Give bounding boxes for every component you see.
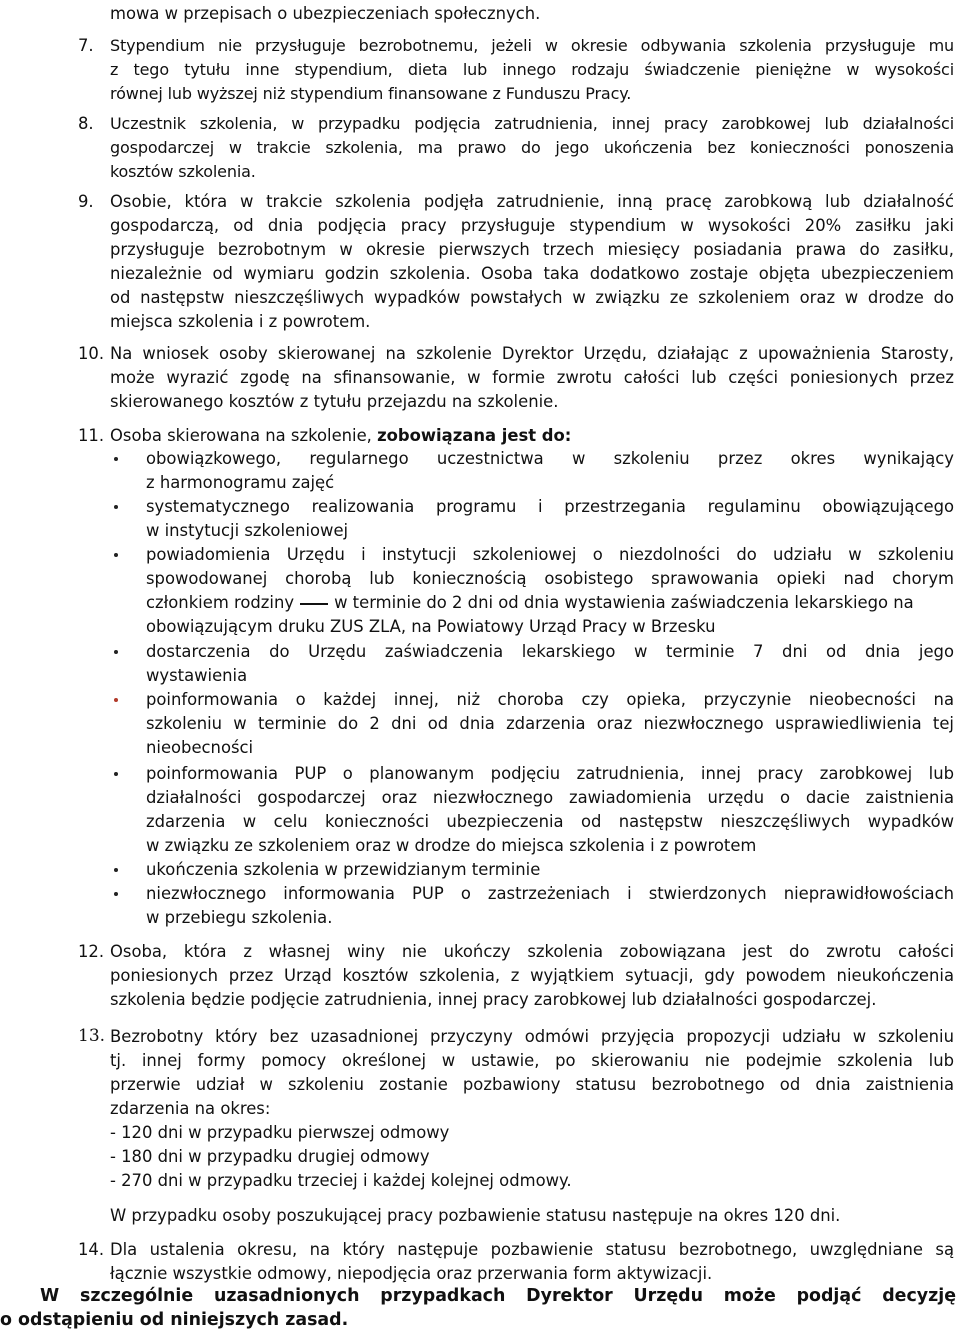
item-11-bullet-4-line-2: wystawienia bbox=[146, 666, 248, 685]
item-12-line-1: Osoba, która z własnej winy nie ukończy szkolenia zobowiązana jest do zwrotu całości bbox=[110, 942, 954, 961]
bullet-dot bbox=[114, 772, 118, 776]
item-11-bullet-7-line-1: ukończenia szkolenia w przewidzianym terminie bbox=[146, 860, 541, 879]
item-11-bullet-8-line-2: w przebiegu szkolenia. bbox=[146, 908, 333, 927]
em-dash-line bbox=[300, 603, 328, 605]
item-13-line-3: przerwie udział w szkoleniu zostanie pozbawiony statusu bezrobotnego od dnia zaistnienia bbox=[110, 1075, 954, 1094]
item-number-11: 11. bbox=[78, 426, 105, 445]
item-12-line-2: poniesionych przez Urząd kosztów szkolenia, z wyjątkiem sytuacji, gdy powodem nieukończenia bbox=[110, 966, 954, 985]
item-9-line-4: niezależnie od wymiaru godzin szkolenia. Osoba taka dodatkowo zostaje objęta ubezpieczeniem bbox=[110, 264, 954, 283]
item-number-8: 8. bbox=[78, 114, 94, 133]
item-11-bullet-3-line-3 bbox=[146, 591, 954, 614]
item-11-bullet-3-line-3b: w terminie do 2 dni od dnia wystawienia zaświadczenia lekarskiego na bbox=[334, 593, 914, 612]
item-11-bullet-6-line-2: działalności gospodarczej oraz niezwłocznego zawiadomienia urzędu o dacie zaistnienia bbox=[146, 788, 954, 807]
item-8-line-2: gospodarczej w trakcie szkolenia, ma prawo do jego ukończenia bez konieczności ponoszenia bbox=[110, 138, 954, 157]
item-7-line-1: Stypendium nie przysługuje bezrobotnemu, jeżeli w okresie odbywania szkolenia przysługuje mu bbox=[110, 36, 954, 55]
item-9-line-2: gospodarczą, od dnia podjęcia pracy przysługuje stypendium w wysokości 20% zasiłku jaki bbox=[110, 216, 954, 235]
bullet-dot bbox=[114, 698, 118, 702]
item-13-note: W przypadku osoby poszukującej pracy pozbawienie statusu następuje na okres 120 dni. bbox=[110, 1206, 841, 1225]
item-number-10: 10. bbox=[78, 344, 105, 363]
item-11-bullet-6-line-4: w związku ze szkoleniem oraz w drodze do miejsca szkolenia i z powrotem bbox=[146, 836, 757, 855]
bullet-dot bbox=[114, 892, 118, 896]
item-number-13: 13. bbox=[78, 1026, 106, 1046]
item-10-line-1: Na wniosek osoby skierowanej na szkolenie Dyrektor Urzędu, działając z upoważnienia Starosty, bbox=[110, 344, 954, 363]
item-9-line-3: przysługuje bezrobotnym w okresie pierwszych trzech miesięcy posiadania prawa do zasiłku, bbox=[110, 240, 954, 259]
item-11-lead-text: Osoba skierowana na szkolenie, bbox=[110, 426, 378, 445]
item-11-bullet-1-line-1: obowiązkowego, regularnego uczestnictwa w szkoleniu przez okres wynikający bbox=[146, 449, 954, 468]
item-11-bullet-2-line-1: systematycznego realizowania programu i przestrzegania regulaminu obowiązującego bbox=[146, 497, 954, 516]
bullet-dot bbox=[114, 457, 118, 461]
item-13-line-1: Bezrobotny który bez uzasadnionej przyczyny odmówi przyjęcia propozycji udziału w szkoleniu bbox=[110, 1027, 954, 1046]
item-13-line-7: - 270 dni w przypadku trzeciej i każdej kolejnej odmowy. bbox=[110, 1171, 572, 1190]
closing-line-2: o odstąpieniu od niniejszych zasad. bbox=[0, 1310, 349, 1330]
item-11-bullet-5-line-1: poinformowania o każdej innej, niż choroba czy opieka, przyczynie nieobecności na bbox=[146, 690, 954, 709]
item-11-bullet-3-line-2: spowodowanej chorobą lub koniecznością osobistego sprawowania opieki nad chorym bbox=[146, 569, 954, 588]
bullet-dot bbox=[114, 868, 118, 872]
intro-tail-line: mowa w przepisach o ubezpieczeniach społecznych. bbox=[110, 4, 541, 23]
item-9-line-1: Osobie, która w trakcie szkolenia podjęła zatrudnienie, inną pracę zarobkową lub działalność bbox=[110, 192, 954, 211]
item-11-lead-bold: zobowiązana jest do: bbox=[377, 426, 572, 445]
closing-line-1: W szczególnie uzasadnionych przypadkach Dyrektor Urzędu może podjąć decyzję bbox=[40, 1286, 956, 1306]
item-11-bullet-5-line-3: nieobecności bbox=[146, 738, 254, 757]
item-13-line-2: tj. innej formy pomocy określonej w ustawie, po skierowaniu nie podejmie szkolenia lub bbox=[110, 1051, 954, 1070]
item-11-bullet-3-line-4: obowiązującym druku ZUS ZLA, na Powiatowy Urząd Pracy w Brzesku bbox=[146, 617, 716, 636]
item-12-line-3: szkolenia będzie podjęcie zatrudnienia, innej pracy zarobkowej lub działalności gospodarczej. bbox=[110, 990, 877, 1009]
item-8-line-3: kosztów szkolenia. bbox=[110, 162, 256, 181]
item-9-line-5: od następstw nieszczęśliwych wypadków powstałych w związku ze szkoleniem oraz w drodze do bbox=[110, 288, 954, 307]
item-11-bullet-6-line-1: poinformowania PUP o planowanym podjęciu zatrudnienia, innej pracy zarobkowej lub bbox=[146, 764, 954, 783]
item-number-12: 12. bbox=[78, 942, 105, 961]
item-10-line-2: może wyrazić zgodę na sfinansowanie, w formie zwrotu całości lub części poniesionych przez bbox=[110, 368, 954, 387]
item-14-line-1: Dla ustalenia okresu, na który następuje pozbawienie statusu bezrobotnego, uwzględniane są bbox=[110, 1240, 954, 1259]
item-number-9: 9. bbox=[78, 192, 94, 211]
item-8-line-1: Uczestnik szkolenia, w przypadku podjęcia zatrudnienia, innej pracy zarobkowej lub działalności bbox=[110, 114, 954, 133]
item-14-line-2: łącznie wszystkie odmowy, niepodjęcia oraz przerwania form aktywizacji. bbox=[110, 1264, 713, 1283]
item-11-bullet-4-line-1: dostarczenia do Urzędu zaświadczenia lekarskiego w terminie 7 dni od dnia jego bbox=[146, 642, 954, 661]
item-11-bullet-8-line-1: niezwłocznego informowania PUP o zastrzeżeniach i stwierdzonych nieprawidłowościach bbox=[146, 884, 954, 903]
item-11-bullet-6-line-3: zdarzenia w celu konieczności ubezpieczenia od następstw nieszczęśliwych wypadków bbox=[146, 812, 954, 831]
item-13-line-6: - 180 dni w przypadku drugiej odmowy bbox=[110, 1147, 430, 1166]
item-7-line-2: z tego tytułu inne stypendium, dieta lub innego rodzaju świadczenie pieniężne w wysokości bbox=[110, 60, 954, 79]
item-11-bullet-3-line-1: powiadomienia Urzędu i instytucji szkoleniowej o niezdolności do udziału w szkoleniu bbox=[146, 545, 954, 564]
item-11-bullet-1-line-2: z harmonogramu zajęć bbox=[146, 473, 335, 492]
item-number-7: 7. bbox=[78, 36, 94, 55]
bullet-dot bbox=[114, 650, 118, 654]
item-11-bullet-3-line-3a: członkiem rodziny bbox=[146, 593, 295, 612]
item-13-line-5: - 120 dni w przypadku pierwszej odmowy bbox=[110, 1123, 450, 1142]
bullet-dot bbox=[114, 505, 118, 509]
item-number-14: 14. bbox=[78, 1240, 105, 1259]
item-10-line-3: skierowanego kosztów z tytułu przejazdu na szkolenie. bbox=[110, 392, 559, 411]
item-11-bullet-2-line-2: w instytucji szkoleniowej bbox=[146, 521, 349, 540]
bullet-dot bbox=[114, 553, 118, 557]
item-11-lead bbox=[110, 424, 571, 447]
item-13-line-4: zdarzenia na okres: bbox=[110, 1099, 271, 1118]
item-9-line-6: miejsca szkolenia i z powrotem. bbox=[110, 312, 371, 331]
item-7-line-3: równej lub wyższej niż stypendium finansowane z Funduszu Pracy. bbox=[110, 84, 632, 103]
item-11-bullet-5-line-2: szkoleniu w terminie do 2 dni od dnia zdarzenia oraz niezwłocznego usprawiedliwienia tej bbox=[146, 714, 954, 733]
